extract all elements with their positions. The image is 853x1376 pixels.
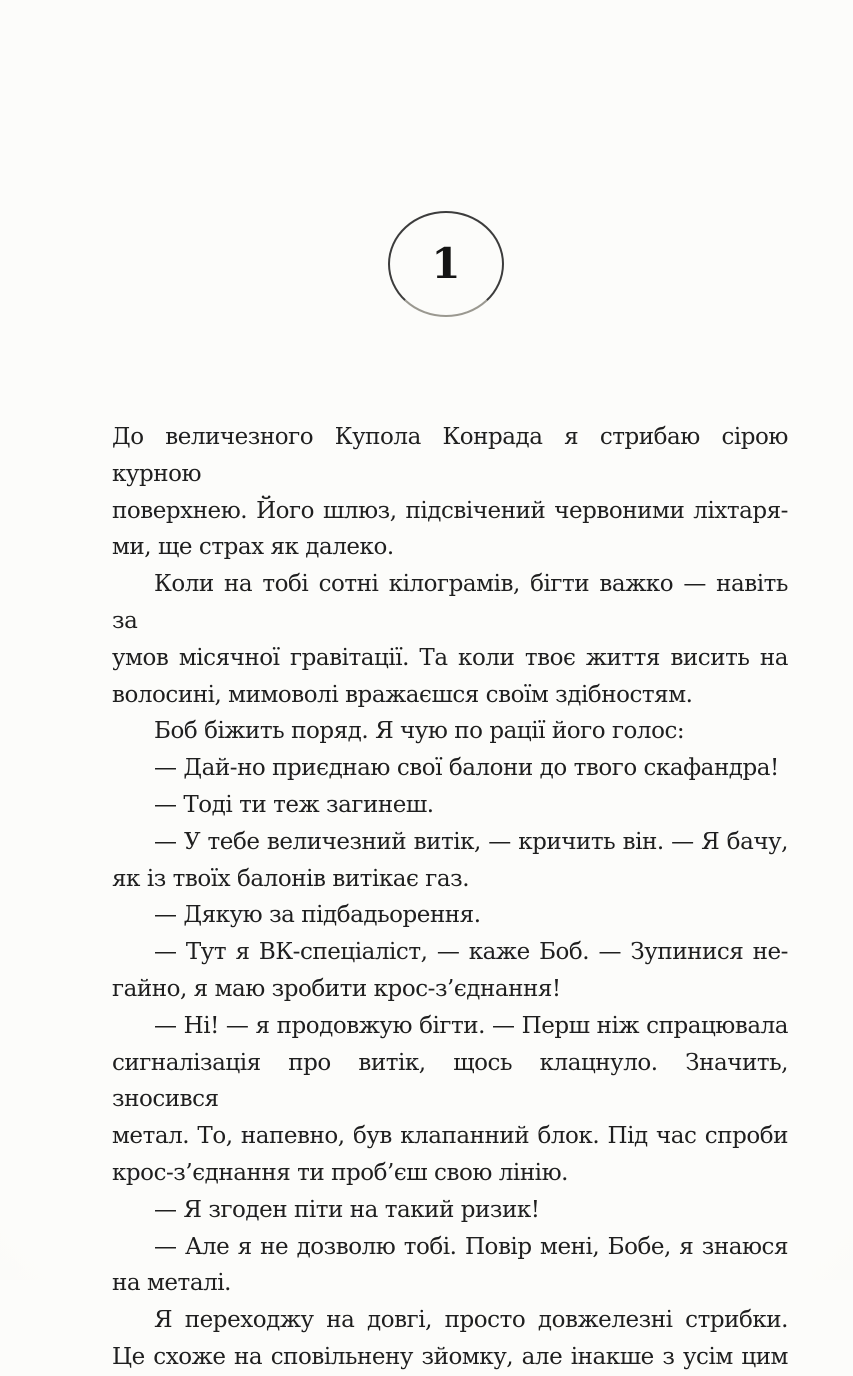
text-line: — Тут я ВК-спеціаліст, — каже Боб. — Зупинися не- xyxy=(154,939,788,966)
text-line: — Дай-но приєднаю свої балони до твого скафандра! xyxy=(154,755,779,782)
text-line: Коли на тобі сотні кілограмів, бігти важко — навіть за xyxy=(112,571,788,634)
text-line: — Дякую за підбадьорення. xyxy=(154,902,481,929)
text-line: — Ні! — я продовжую бігти. — Перш ніж спрацювала xyxy=(154,1012,788,1039)
text-line: До величезного Купола Конрада я стрибаю сірою курною xyxy=(112,424,788,487)
text-line: крос-з’єднання ти проб’єш свою лінію. xyxy=(112,1159,568,1186)
text-line: Боб біжить поряд. Я чую по рації його голос: xyxy=(154,718,685,745)
text-line: сигналізація про витік, щось клацнуло. Значить, зносився xyxy=(112,1049,788,1113)
text-line: гайно, я маю зробити крос-з’єднання! xyxy=(112,975,561,1002)
text-line: — Але я не дозволю тобі. Повір мені, Бобе, я знаюся xyxy=(154,1233,788,1260)
text-line: метал. То, напевно, був клапанний блок. Під час спроби xyxy=(112,1123,788,1150)
text-line: як із твоїх балонів витікає газ. xyxy=(112,865,470,892)
text-line: — Тоді ти теж загинеш. xyxy=(154,791,434,818)
chapter-text xyxy=(112,419,788,1376)
text-line: Це схоже на сповільнену зйомку, але інакше з усім цим xyxy=(112,1343,788,1370)
text-line: — Я згоден піти на такий ризик! xyxy=(154,1196,540,1223)
chapter-number: 1 xyxy=(431,238,461,288)
text-line: волосині, мимоволі вражаєшся своїм здібностям. xyxy=(112,681,693,708)
text-line: — У тебе величезний витік, — кричить він. — Я бачу, xyxy=(154,828,788,855)
text-line: умов місячної гравітації. Та коли твоє життя висить на xyxy=(112,644,788,671)
chapter-number-badge xyxy=(388,211,504,317)
text-line: ми, ще страх як далеко. xyxy=(112,534,394,561)
text-line: на металі. xyxy=(112,1270,231,1297)
text-line: Я переходжу на довгі, просто довжелезні стрибки. xyxy=(154,1307,788,1334)
text-line: поверхнею. Його шлюз, підсвічений червоними ліхтаря- xyxy=(112,497,788,524)
